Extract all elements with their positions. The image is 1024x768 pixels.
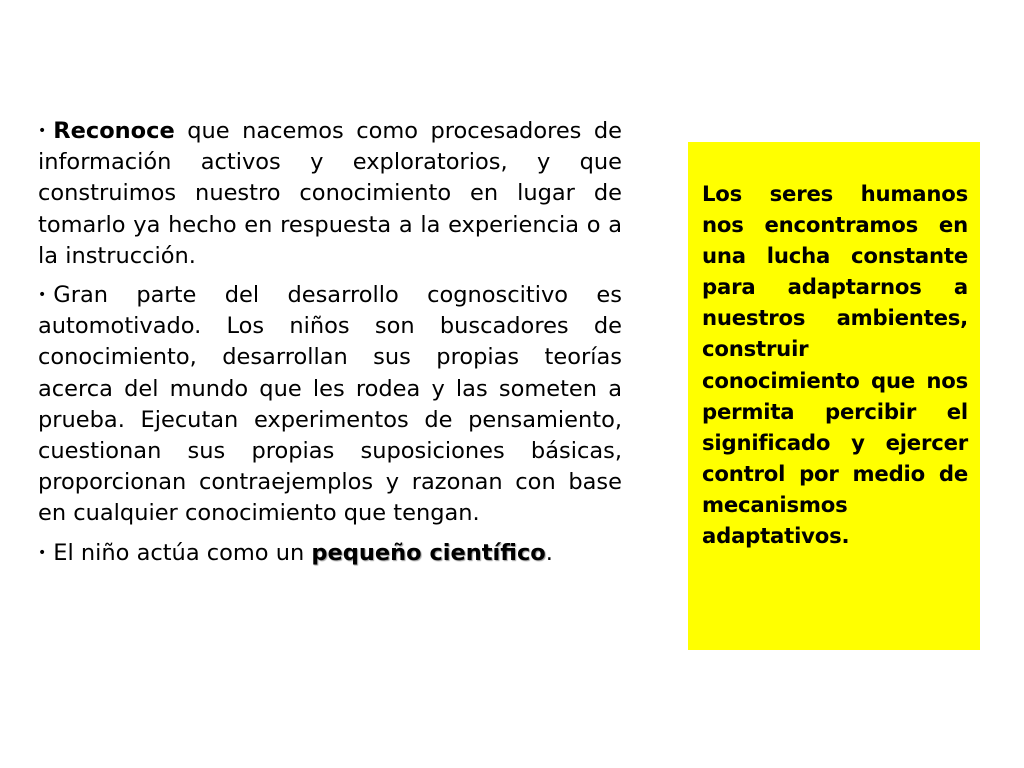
bullet-list (38, 116, 622, 577)
bullet-emphasis: pequeño científico (311, 539, 546, 566)
bullet-dot-icon: • (38, 123, 47, 139)
bullet-text: que nacemos como procesadores de información activos y exploratorios, y que construimos nuestro conocimiento en lugar de tomarlo ya hecho en respuesta a la experiencia o a la instrucción. (38, 118, 622, 269)
bullet-item-desarrollo (38, 280, 622, 530)
bullet-item-cientifico (38, 538, 622, 569)
bullet-lead-term: Reconoce (53, 118, 175, 144)
yellow-callout-box (688, 142, 980, 650)
bullet-tail: . (545, 539, 553, 566)
callout-text: Los seres humanos nos encontramos en una lucha constante para adaptarnos a nuestros ambientes, construir conocimiento que nos permita percibir el significado y ejercer control por medio de mecanismos adaptativos. (702, 181, 968, 549)
bullet-item-reconoce (38, 116, 622, 272)
bullet-text: Gran parte del desarrollo cognoscitivo es automotivado. Los niños son buscadores de conocimiento, desarrollan sus propias teorías acerca del mundo que les rodea y las someten a prueba. Ejecutan experimentos de pensamiento, cuestionan sus propias suposiciones básicas, proporcionan contraejemplos y razonan con base en cualquier conocimiento que tengan. (38, 282, 622, 527)
bullet-dot-icon: • (38, 287, 47, 304)
bullet-dot-icon: • (38, 544, 47, 561)
bullet-text: El niño actúa como un (53, 539, 312, 566)
